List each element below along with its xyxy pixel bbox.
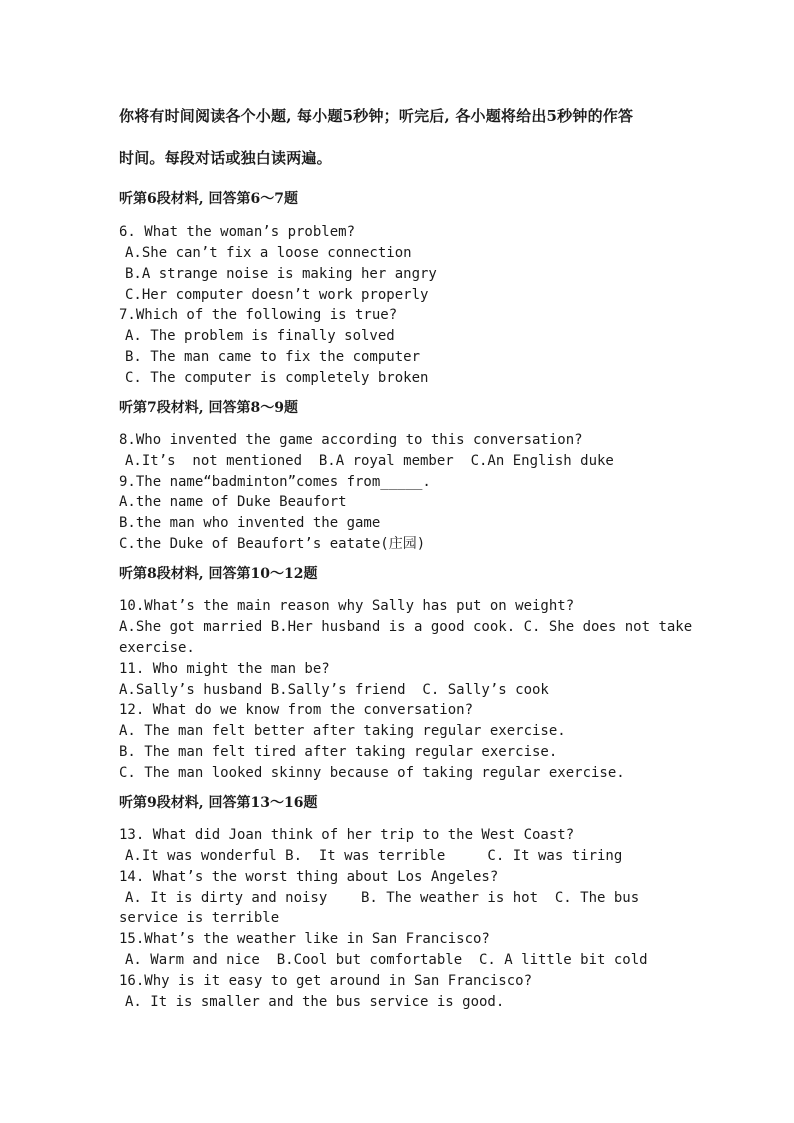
question-9-option-c: C.the Duke of Beaufort’s eatate(庄园)	[119, 536, 426, 552]
question-8: 8.Who invented the game according to this conversation?	[119, 432, 583, 448]
question-6: 6. What the woman’s problem?	[119, 224, 356, 240]
question-7: 7.Which of the following is true?	[119, 307, 398, 323]
question-10-options-line-1: A.She got married B.Her husband is a good cook. C. She does not take	[119, 619, 693, 635]
question-12-option-a: A. The man felt better after taking regular exercise.	[119, 723, 566, 739]
question-6-option-a: A.She can’t fix a loose connection	[125, 245, 412, 261]
question-15-options: A. Warm and nice B.Cool but comfortable C. A little bit cold	[125, 952, 648, 968]
question-12-option-c: C. The man looked skinny because of taking regular exercise.	[119, 765, 625, 781]
question-9: 9.The name“badminton”comes from_____.	[119, 474, 431, 490]
section-heading-6: 听第6段材料, 回答第6～7题	[119, 191, 298, 207]
question-12: 12. What do we know from the conversation?	[119, 702, 474, 718]
question-13-options: A.It was wonderful B. It was terrible C. It was tiring	[125, 848, 623, 864]
question-9-option-b: B.the man who invented the game	[119, 515, 381, 531]
question-13: 13. What did Joan think of her trip to the West Coast?	[119, 827, 575, 843]
question-9-option-a: A.the name of Duke Beaufort	[119, 494, 347, 510]
question-11: 11. Who might the man be?	[119, 661, 330, 677]
question-15: 15.What’s the weather like in San Francisco?	[119, 931, 490, 947]
question-6-option-b: B.A strange noise is making her angry	[125, 266, 437, 282]
question-16-option-a: A. It is smaller and the bus service is good.	[125, 994, 505, 1010]
intro-line-1: 你将有时间阅读各个小题, 每小题5秒钟；听完后, 各小题将给出5秒钟的作答	[119, 107, 634, 125]
question-14-options-line-2: service is terrible	[119, 910, 280, 926]
section-heading-7: 听第7段材料, 回答第8～9题	[119, 400, 298, 416]
question-7-option-b: B. The man came to fix the computer	[125, 349, 421, 365]
question-14: 14. What’s the worst thing about Los Angeles?	[119, 869, 499, 885]
question-8-options: A.It’s not mentioned B.A royal member C.An English duke	[125, 453, 614, 469]
question-10-options-line-2: exercise.	[119, 640, 195, 656]
section-heading-8: 听第8段材料, 回答第10～12题	[119, 566, 318, 582]
question-16: 16.Why is it easy to get around in San Francisco?	[119, 973, 533, 989]
intro-line-2: 时间。每段对话或独白读两遍。	[119, 149, 332, 167]
question-7-option-c: C. The computer is completely broken	[125, 370, 429, 386]
section-heading-9: 听第9段材料, 回答第13～16题	[119, 795, 318, 811]
question-6-option-c: C.Her computer doesn’t work properly	[125, 287, 429, 303]
question-11-options: A.Sally’s husband B.Sally’s friend C. Sally’s cook	[119, 682, 549, 698]
question-14-options-line-1: A. It is dirty and noisy B. The weather is hot C. The bus	[125, 890, 640, 906]
question-10: 10.What’s the main reason why Sally has put on weight?	[119, 598, 575, 614]
question-12-option-b: B. The man felt tired after taking regular exercise.	[119, 744, 558, 760]
question-7-option-a: A. The problem is finally solved	[125, 328, 395, 344]
